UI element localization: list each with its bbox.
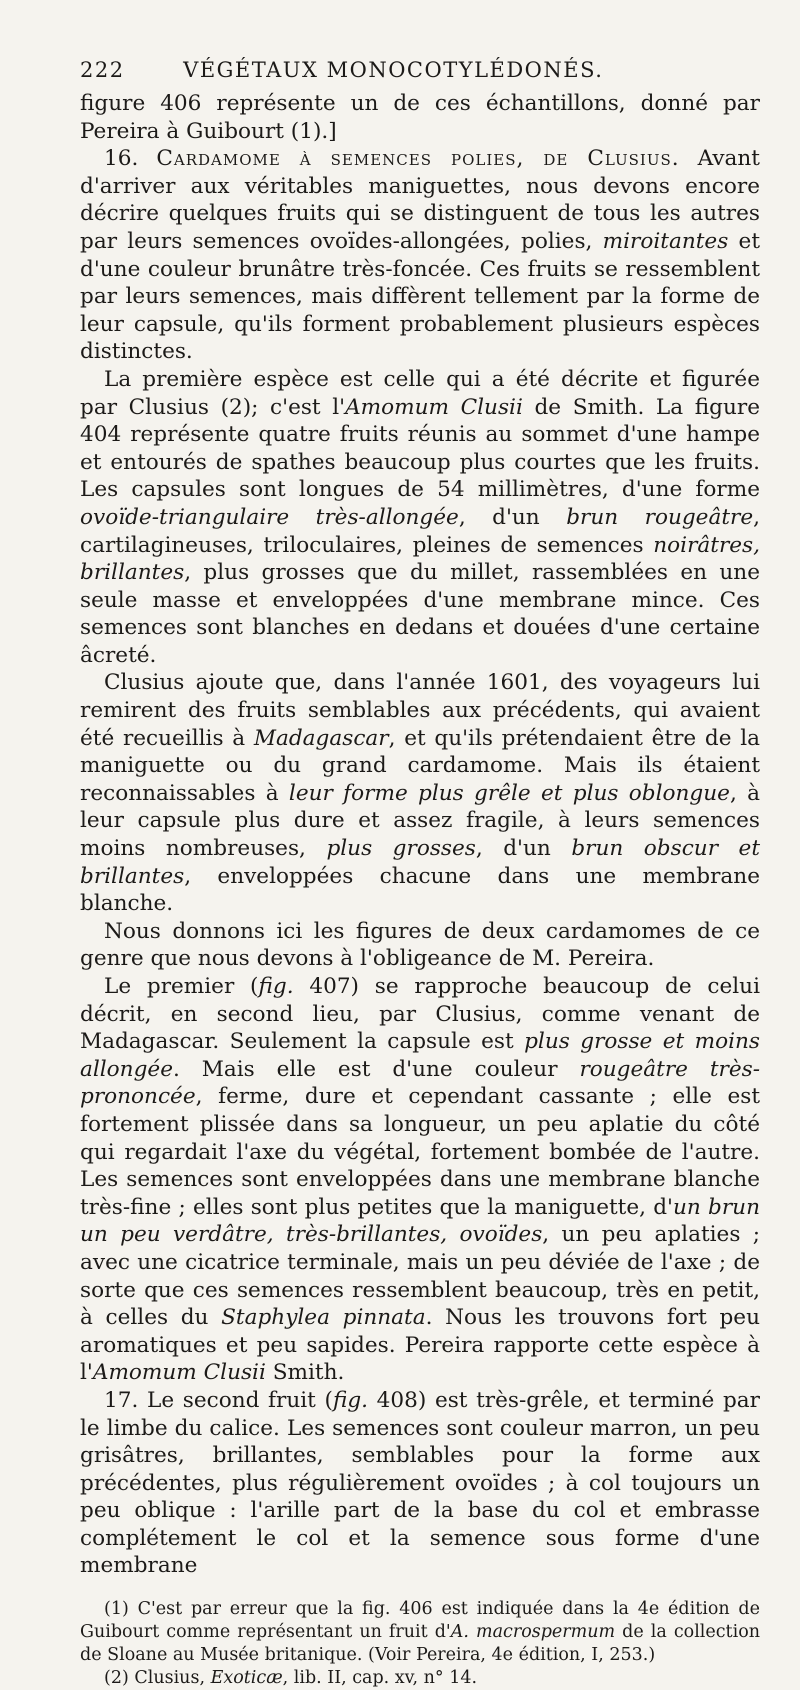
italic-run: Madagascar: [253, 725, 389, 751]
text-run: , à leur capsule plus dure et assez fragile, à leurs semences moins nombreuses,: [80, 780, 760, 862]
italic-run: un brun un peu verdâtre, très-brillantes, ovoïdes: [80, 1194, 760, 1248]
paragraph: [80, 669, 760, 917]
text-run: (2) Clusius,: [104, 1668, 211, 1689]
italic-run: brun obscur et brillantes: [80, 836, 761, 889]
text-run: Nous donnons ici les figures de deux cardamomes de ce genre que nous devons à l'obligeance de M. Pereira.: [80, 918, 760, 972]
text-run: 16.: [104, 146, 157, 172]
paragraph: [80, 973, 760, 1387]
text-run: 407) se rapproche beaucoup de celui décrit, en second lieu, par Clusius, comme venant de Madagascar. Seulement la capsule est: [80, 974, 760, 1055]
footnotes: [80, 1598, 760, 1690]
text-run: La première espèce est celle qui a été décrite et figurée par Clusius (2); c'est l': [80, 366, 760, 420]
italic-run: fig.: [332, 1387, 369, 1413]
text-run: de Smith. La figure 404 représente quatre fruits réunis au sommet d'une hampe et entourés de spathes beaucoup plus courtes que les fruits. Les capsules sont longues de 54 millimètres, d'une forme: [80, 394, 760, 503]
text-run: et d'une couleur brunâtre très-foncée. Ces fruits se ressemblent par leurs semences, mais diffèrent tellement par la forme de leur capsule, qu'ils forment probablement plusieurs espèces distinctes.: [80, 228, 760, 365]
italic-run: fig.: [258, 974, 294, 999]
italic-run: leur forme plus grêle et plus oblongue: [288, 780, 730, 806]
running-title: VÉGÉTAUX MONOCOTYLÉDONÉS.: [183, 58, 604, 82]
text-run: , et qu'ils prétendaient être de la maniguette ou du grand cardamome. Mais ils étaient reconnaissables à: [80, 725, 761, 806]
text-run: , cartilagineuses, triloculaires, pleines de semences: [80, 504, 760, 558]
italic-run: miroitantes: [602, 228, 729, 254]
text-run: (1) C'est par erreur que la fig. 406 est indiquée dans la 4e édition de Guibourt comme représentant un fruit d': [80, 1599, 760, 1643]
italic-run: ovoïde-triangulaire très-allongée: [80, 504, 459, 530]
italic-run: noirâtres, brillantes: [80, 532, 760, 586]
text-run: Clusius ajoute que, dans l'année 1601, des voyageurs lui remirent des fruits semblables aux précédents, qui avaient été recueillis à: [80, 670, 760, 751]
text-run: , lib. II, cap. xv, n° 14.: [282, 1668, 478, 1689]
text-run: figure 406 représente un de ces échantillons, donné par Pereira à Guibourt (1).]: [80, 91, 760, 144]
text-run: , enveloppées chacune dans une membrane blanche.: [80, 863, 760, 917]
text-run: Avant d'arriver aux véritables maniguettes, nous devons encore décrire quelques fruits qui se distinguent de tous les autres par leurs semences ovoïdes-allongées, polies,: [80, 146, 760, 254]
text-run: . Nous les trouvons fort peu aromatiques et peu sapides. Pereira rapporte cette espèce à l': [80, 1305, 760, 1386]
text-run: Le premier (: [104, 974, 259, 999]
italic-run: A. macrospermum: [450, 1622, 616, 1643]
paragraph: [80, 1387, 760, 1580]
italic-run: Exoticæ: [210, 1668, 283, 1689]
text-run: 408) est très-grêle, et terminé par le limbe du calice. Les semences sont couleur marron, un peu grisâtres, brillantes, semblables pour la forme aux précédentes, plus régulièrement ovoïdes ; à col toujours un peu oblique : l'arille part de la base du col et embrasse complétement le col et la semence sous forme d'une membrane: [80, 1387, 760, 1579]
text-run: , ferme, dure et cependant cassante ; elle est fortement plissée dans sa longueur, un peu aplatie du côté qui regardait l'axe du végétal, fortement bombée de l'autre. Les semences sont enveloppées dans une membrane blanche très-fine ; elles sont plus petites que la maniguette, d': [80, 1084, 760, 1220]
paragraph: [80, 918, 760, 973]
text-run: 17. Le second fruit (: [104, 1387, 333, 1413]
italic-run: plus grosses: [326, 836, 476, 862]
italic-run: Staphylea pinnata: [221, 1305, 426, 1331]
italic-run: Amomum Clusii: [345, 394, 523, 420]
italic-run: rougeâtre très-prononcée: [80, 1056, 760, 1110]
italic-run: Amomum Clusii: [92, 1360, 266, 1386]
text-run: , d'un: [458, 504, 567, 530]
running-header: [80, 58, 760, 82]
text-run: , un peu aplaties ; avec une cicatrice terminale, mais un peu déviée de l'axe ; de sorte que ces semences ressemblent beaucoup, très en petit, à celles du: [80, 1222, 761, 1331]
text-run: , d'un: [475, 836, 572, 862]
italic-run: plus grosse et moins allongée: [80, 1029, 760, 1082]
text-run: . Mais elle est d'une couleur: [172, 1056, 580, 1082]
paragraph: [80, 90, 760, 145]
section-heading: Cardamome à semences polies, de Clusius.: [156, 146, 680, 172]
italic-run: brun rougeâtre: [566, 504, 754, 530]
footnote: [80, 1667, 760, 1690]
text-run: , plus grosses que du millet, rassemblées en une seule masse et enveloppées d'une membrane mince. Ces semences sont blanches en dedans et douées d'une certaine âcreté.: [80, 560, 760, 668]
page-number: 222: [80, 58, 125, 82]
main-text: [80, 90, 760, 1580]
footnote: [80, 1598, 760, 1667]
paragraph: [80, 366, 760, 670]
text-run: de la collection de Sloane au Musée britanique. (Voir Pereira, 4e édition, I, 253.): [80, 1622, 760, 1666]
paragraph: [80, 145, 760, 366]
text-run: Smith.: [265, 1360, 345, 1386]
